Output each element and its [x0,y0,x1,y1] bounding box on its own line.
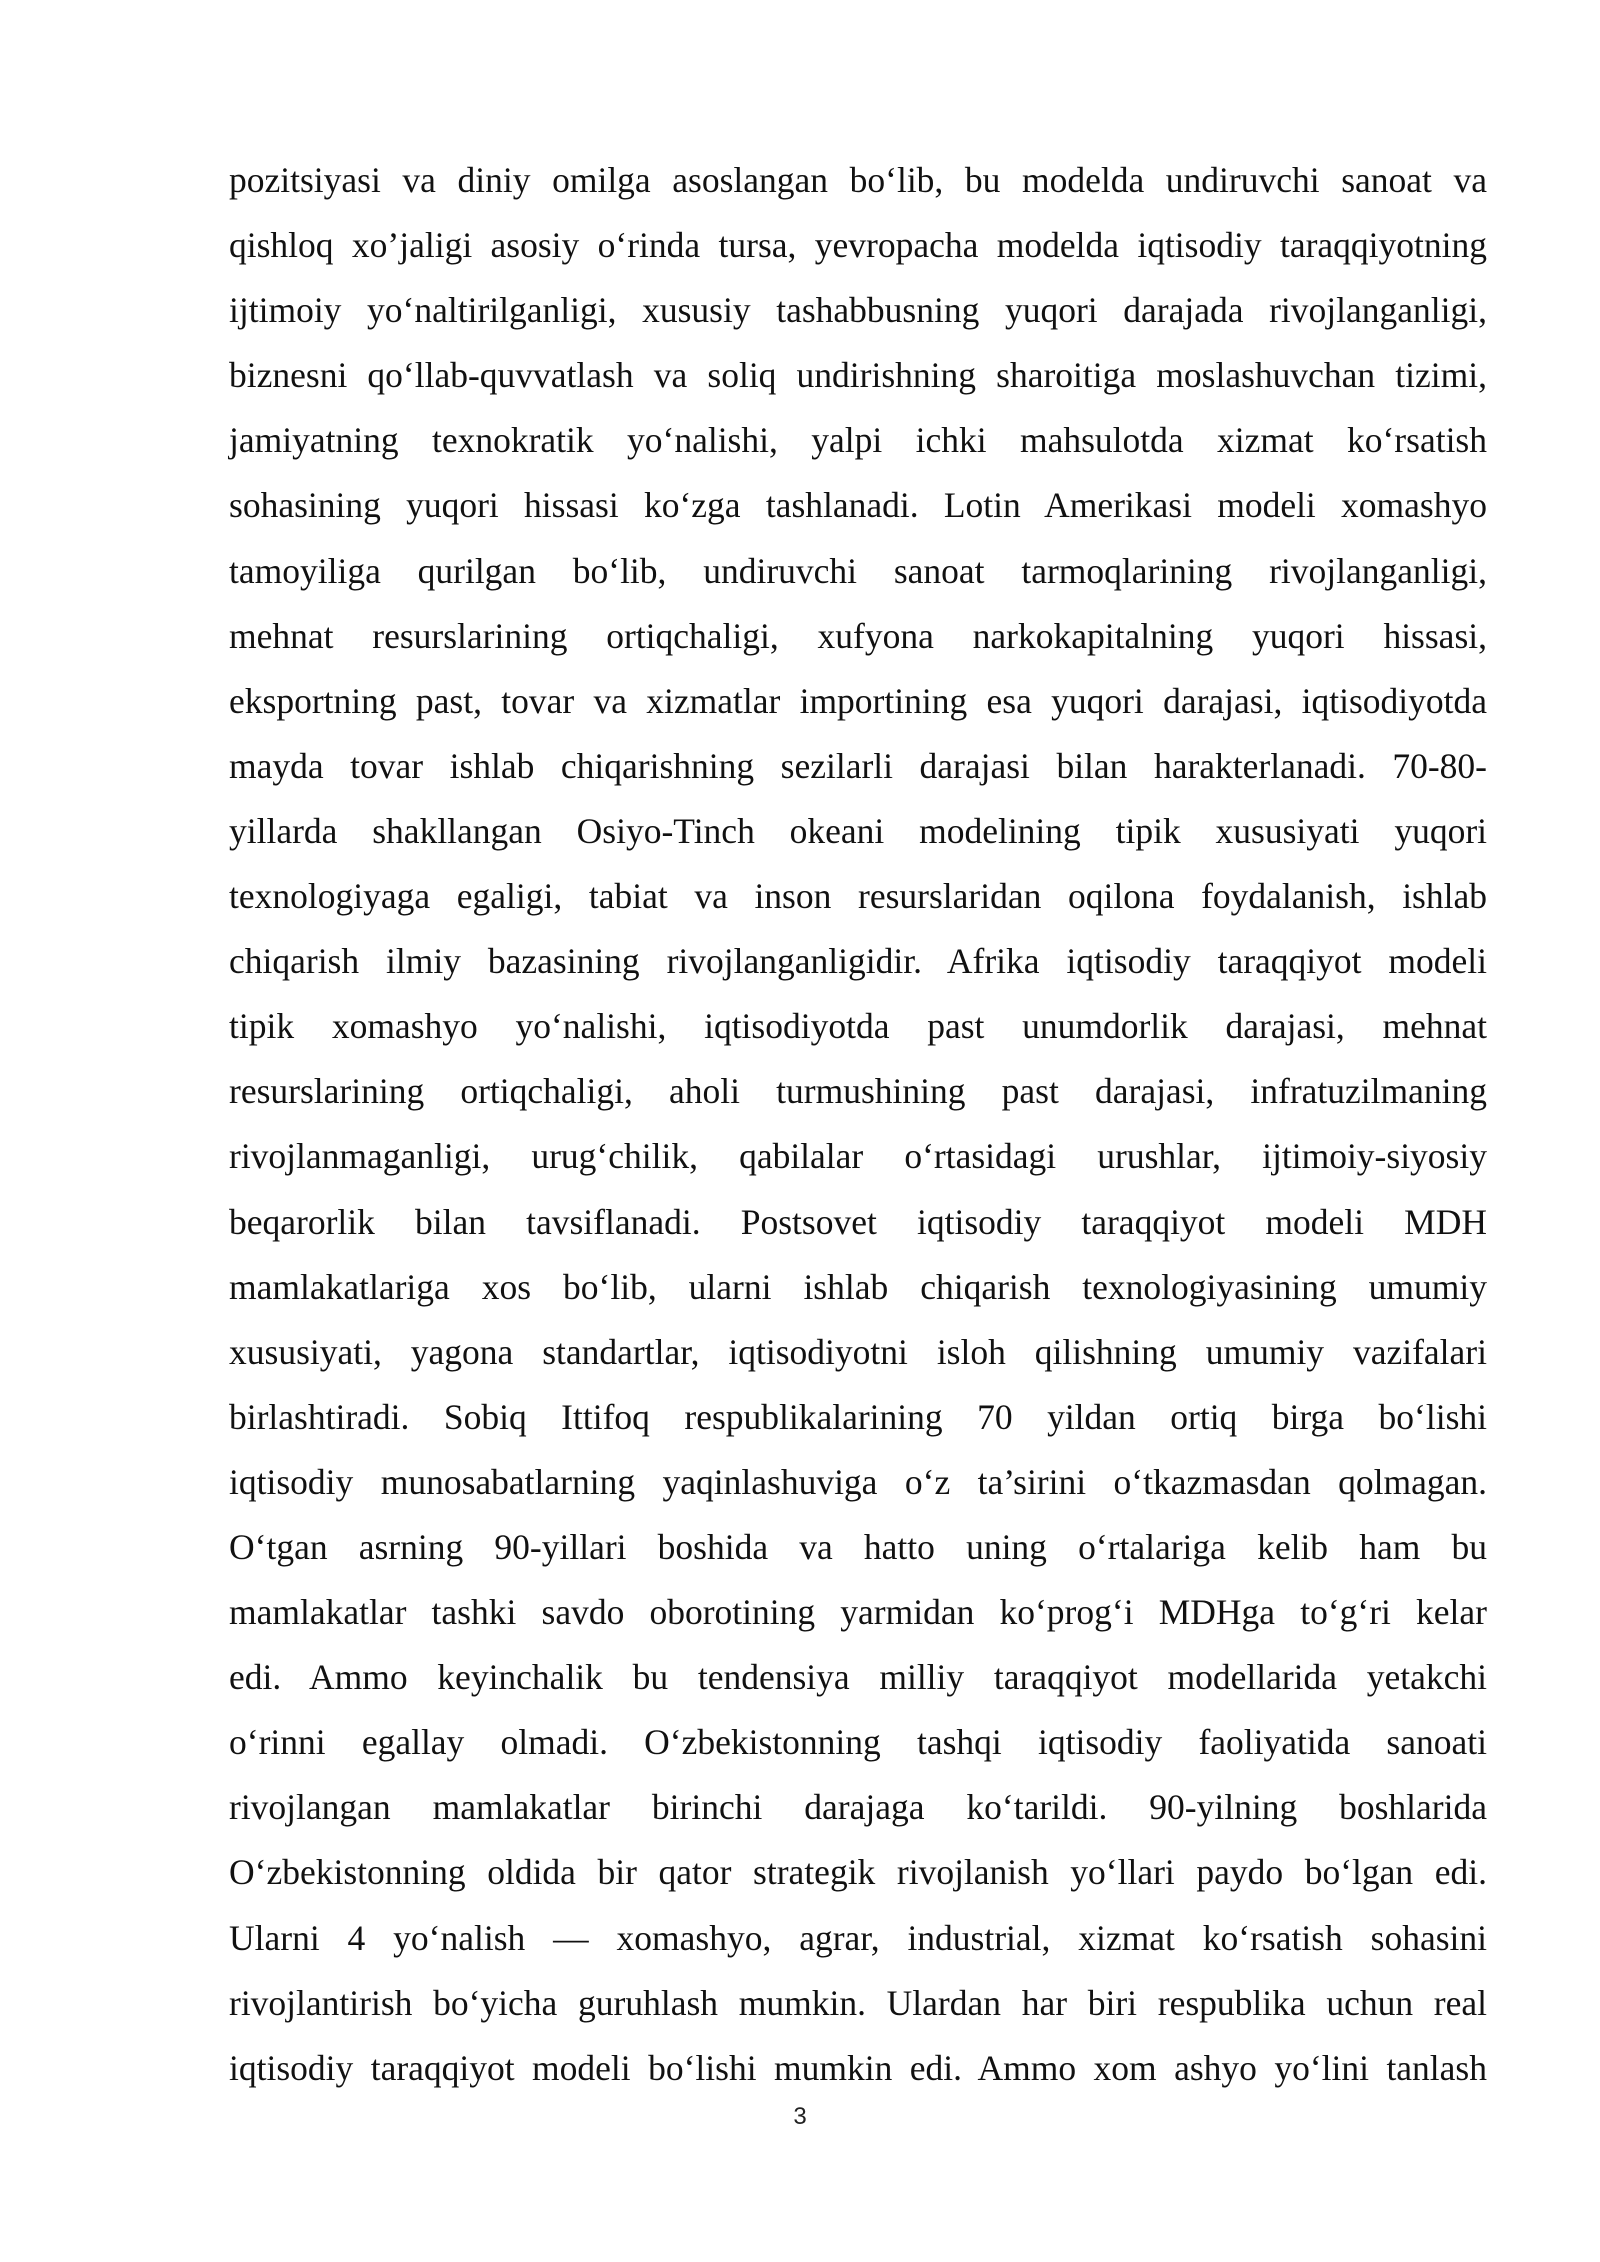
text-line: Ularni 4 yo‘nalish — xomashyo, agrar, industrial, xizmat ko‘rsatish sohasini [229,1917,1487,1958]
text-line: mamlakatlariga xos bo‘lib, ularni ishlab chiqarish texnologiyasining umumiy [229,1266,1487,1307]
text-line: pozitsiyasi va diniy omilga asoslangan bo‘lib, bu modelda undiruvchi sanoat va [229,160,1487,200]
text-line: jamiyatning texnokratik yo‘nalishi, yalpi ichki mahsulotda xizmat ko‘rsatish [229,420,1487,461]
text-line: yillarda shakllangan Osiyo-Tinch okeani modelining tipik xususiyati yuqori [229,810,1487,851]
text-line: o‘rinni egallay olmadi. O‘zbekistonning tashqi iqtisodiy faoliyatida sanoati [229,1722,1487,1763]
text-line: mayda tovar ishlab chiqarishning sezilarli darajasi bilan harakterlanadi. 70-80- [229,745,1487,786]
text-line: xususiyati, yagona standartlar, iqtisodiyotni isloh qilishning umumiy vazifalari [229,1331,1487,1372]
text-line: ijtimoiy yo‘naltirilganligi, xususiy tashabbusning yuqori darajada rivojlanganligi, [229,290,1487,331]
text-line: sohasining yuqori hissasi ko‘zga tashlanadi. Lotin Amerikasi modeli xomashyo [229,485,1487,526]
text-line: O‘tgan asrning 90-yillari boshida va hatto uning o‘rtalariga kelib ham bu [229,1526,1487,1567]
text-line: iqtisodiy munosabatlarning yaqinlashuviga o‘z ta’sirini o‘tkazmasdan qolmagan. [229,1461,1487,1502]
text-line: resurslarining ortiqchaligi, aholi turmushining past darajasi, infratuzilmaning [229,1071,1487,1112]
text-line: O‘zbekistonning oldida bir qator strategik rivojlanish yo‘llari paydo bo‘lgan edi. [229,1852,1487,1893]
page-number: 3 [793,2103,807,2130]
text-line: rivojlantirish bo‘yicha guruhlash mumkin. Ulardan har biri respublika uchun real [229,1982,1487,2023]
text-line: texnologiyaga egaligi, tabiat va inson resurslaridan oqilona foydalanish, ishlab [229,876,1487,917]
text-line: birlashtiradi. Sobiq Ittifoq respublikalarining 70 yildan ortiq birga bo‘lishi [229,1396,1487,1437]
text-line: rivojlangan mamlakatlar birinchi darajaga ko‘tarildi. 90-yilning boshlarida [229,1787,1487,1828]
text-line: eksportning past, tovar va xizmatlar importining esa yuqori darajasi, iqtisodiyotda [229,680,1487,721]
body-paragraph [229,148,1487,2101]
text-line: tamoyiliga qurilgan bo‘lib, undiruvchi sanoat tarmoqlarining rivojlanganligi, [229,550,1487,591]
text-line: mamlakatlar tashki savdo oborotining yarmidan ko‘prog‘i MDHga to‘g‘ri kelar [229,1592,1487,1633]
text-line: biznesni qo‘llab-quvvatlash va soliq undirishning sharoitiga moslashuvchan tizimi, [229,355,1487,396]
text-line: mehnat resurslarining ortiqchaligi, xufyona narkokapitalning yuqori hissasi, [229,615,1487,656]
text-line: beqarorlik bilan tavsiflanadi. Postsovet iqtisodiy taraqqiyot modeli MDH [229,1201,1487,1242]
text-line: rivojlanmaganligi, urug‘chilik, qabilalar o‘rtasidagi urushlar, ijtimoiy-siyosiy [229,1136,1487,1177]
text-line: tipik xomashyo yo‘nalishi, iqtisodiyotda past unumdorlik darajasi, mehnat [229,1006,1487,1047]
text-line: iqtisodiy taraqqiyot modeli bo‘lishi mumkin edi. Ammo xom ashyo yo‘lini tanlash [229,2047,1487,2088]
text-line: chiqarish ilmiy bazasining rivojlanganligidir. Afrika iqtisodiy taraqqiyot modeli [229,941,1487,982]
text-line: edi. Ammo keyinchalik bu tendensiya milliy taraqqiyot modellarida yetakchi [229,1657,1487,1698]
text-line: qishloq xo’jaligi asosiy o‘rinda tursa, yevropacha modelda iqtisodiy taraqqiyotning [229,225,1487,266]
